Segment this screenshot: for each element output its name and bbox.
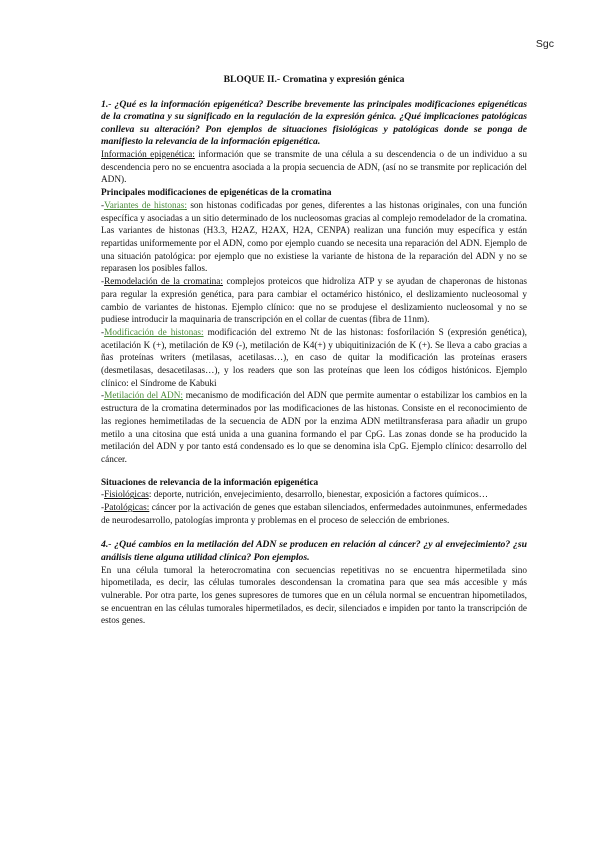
spacer — [101, 467, 527, 477]
chromatin-remodeling-text: complejos proteicos que hidroliza ATP y se ayudan de chaperonas de histonas para regular la expresión genética, para para cambiar el octamérico histónico, el deslizamiento nucleosomal y cambio de variantes de histonas. Ejemplo clínico: que no se produjese el deslizamiento nucleosomal y no se pudiese introducir la maquinaria de transcripción en el collar de cuentas (fibra de 11nm). — [101, 277, 527, 326]
histone-modification-text: modificación del extremo Nt de las histonas: fosforilación S (expresión genética), acetilación K (+), metilación de K9 (-), metilación de K4(+) y ubiquitinización de K (+). Se lleva a cabo gracias a ñas proteínas writers (metilasas, acetilasas…), en caso de quitar la modificación las proteínas erasers (desmetilasas, desacetilasas…), y los readers que son las proteínas que leen los códigos histónicos. Ejemplo clínico: el Síndrome de Kabuki — [101, 327, 527, 389]
bullet-dash: - — [101, 490, 105, 501]
histone-variants-text: son histonas codificadas por genes, diferentes a las histonas originales, con una función específica y asociadas a un sitio determinado de los nucleosomas gracias al complejo remodelador de la cromatina. Las variantes de histonas (H3.3, H2AZ, H2AX, H2A, CENPA) realizan una función muy específica y están repartidas uniformemente por el ADN, como por ejemplo cuando se necesita una reparación del ADN. Ejemplo de una situación patológica: por ejemplo que no existiese la variante de histona de la reparación del ADN y no se reparasen los posibles fallos. — [101, 200, 527, 275]
spacer — [101, 527, 527, 539]
pathological-text: cáncer por la activación de genes que estaban silenciados, enfermedades autoinmunes, enfermedades de neurodesarrollo, patologías impronta y problemas en el proceso de selección de embriones. — [101, 503, 527, 526]
definition-paragraph — [101, 149, 527, 187]
bullet-dash: - — [101, 327, 105, 338]
definition-term: Información epigenética: — [101, 150, 195, 161]
bullet-dash: - — [101, 503, 105, 514]
modification-chromatin-remodeling — [101, 276, 527, 327]
modifications-heading: Principales modificaciones de epigenéticas de la cromatina — [101, 188, 332, 199]
chromatin-remodeling-term: Remodelación de la cromatina: — [104, 277, 223, 288]
situation-pathological — [101, 502, 527, 527]
modification-dna-methylation — [101, 390, 527, 466]
physiological-text: : deporte, nutrición, envejecimiento, desarrollo, bienestar, exposición a factores químicos… — [148, 490, 489, 501]
situation-physiological — [101, 489, 527, 502]
document-body — [101, 74, 527, 628]
question-1: 1.- ¿Qué es la información epigenética? Describe brevemente las principales modificaciones epigenéticas de la cromatina y su significado en la regulación de la expresión génica. ¿Qué implicaciones patológicas conlleva su alteración? Pon ejemplos de situaciones fisiológicas y patológicas donde se ponga de manifiesto la relevancia de la información epigenética. — [101, 98, 527, 148]
page-title: BLOQUE II.- Cromatina y expresión génica — [223, 74, 405, 85]
answer-4: En una célula tumoral la heterocromatina con secuencias repetitivas no se encuentra hipermetilada sino hipometilada, es decir, las células tumorales descondensan la cromatina para que sea más accesible y más vulnerable. Por otra parte, los genes supresores de tumores que en un célula normal se encuentran hipometilados, se encuentran en las células tumorales hipermetilados, es decir, silenciados e impiden por tanto la transcripción de estos genes. — [101, 565, 527, 627]
physiological-term: Fisiológicas — [104, 490, 149, 501]
bullet-dash: - — [101, 277, 105, 288]
situations-heading: Situaciones de relevancia de la información epigenética — [101, 477, 319, 488]
question-4: 4.- ¿Qué cambios en la metilación del ADN se producen en relación al cáncer? ¿y al envejecimiento? ¿su análisis tiene alguna utilidad clínica? Pon ejemplos. — [101, 539, 527, 564]
dna-methylation-text: mecanismo de modificación del ADN que permite aumentar o estabilizar los cambios en la estructura de la cromatina determinados por las modificaciones de las histonas. Consiste en el reconocimiento de las regiones hemimetiladas de la secuencia de ADN por la enzima ADN metiltransferasa para añadir un grupo metilo a una citosina que está unida a una guanina formando el par CpG. Las zonas donde se ha producido la metilación del ADN y por tanto está condensado es lo que se denomina isla CpG. Ejemplo clínico: desarrollo del cáncer. — [101, 391, 527, 465]
histone-modification-term: Modificación de histonas: — [104, 327, 204, 338]
dna-methylation-term: Metilación del ADN: — [104, 391, 183, 402]
pathological-term: Patológicas: — [104, 503, 150, 514]
bullet-dash: - — [101, 200, 105, 211]
bullet-dash: - — [101, 391, 105, 402]
histone-variants-term: Variantes de histonas: — [104, 200, 187, 211]
header-label: Sgc — [535, 38, 554, 50]
definition-text: información que se transmite de una célula a su descendencia o de un individuo a su descendencia pero no se encuentra asociada a la propia secuencia de ADN, (así no se transmite por replicación del ADN). — [101, 150, 527, 186]
modification-histone-variants — [101, 200, 527, 276]
modification-histone-modification — [101, 327, 527, 391]
